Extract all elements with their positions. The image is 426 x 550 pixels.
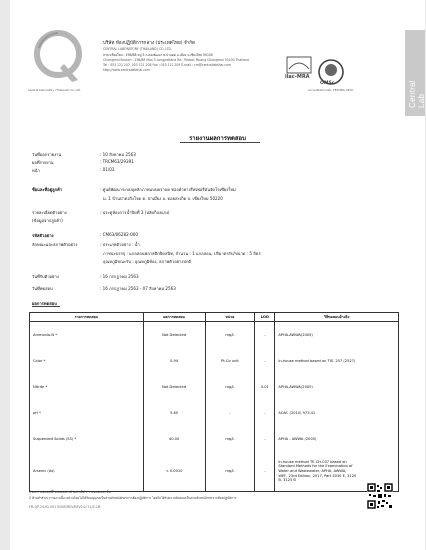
sample-detail-value: : ประตูห้องการน้ำปิดที่ 3 (ปลัดก็ลงแรง) — [100, 210, 170, 215]
col-header-lod: LOD — [255, 313, 275, 322]
sample-type-label: ลักษณะและสภาพตัวอย่าง — [32, 242, 78, 247]
test-unit: mg/L — [205, 452, 255, 492]
received-date-label: วันที่รับตัวอย่าง — [32, 274, 59, 279]
side-tab-label: Central Lab — [408, 80, 426, 108]
sample-detail-label: รายละเอียดตัวอย่าง — [32, 210, 67, 215]
test-name: Ammonia-N * — [30, 322, 144, 348]
accreditation-number: Accreditation No. TESTING 0150 — [308, 88, 353, 92]
table-row — [30, 322, 399, 348]
omsc-label: OMSc — [320, 81, 335, 86]
test-unit: mg/L — [205, 426, 255, 452]
title-underline — [180, 142, 260, 143]
test-result: 5.65 — [143, 400, 205, 426]
footer-note-2: 2 ห้ามทำสำเนารายงานนี้บางส่วนโดยไม่ได้รับอนุญาตเป็นลายลักษณ์อักษรจากห้องปฏิบัติการ โดยไม่ได้รับความยินยอมเป็นลายลักษณ์อักษรจากห้องปฏิบัติการ — [29, 496, 237, 500]
test-lod: - — [255, 452, 275, 492]
test-lod: 0.01 — [255, 374, 275, 400]
test-name: Arsenic (As) — [30, 452, 144, 492]
footer-note-1: 1 ผลการทดสอบนี้รับรองเฉพาะตัวอย่างที่ทำการทดสอบเท่านั้น — [29, 490, 111, 494]
report-number-label: ผลที่รายงาน — [32, 160, 54, 165]
qr-code-icon — [367, 483, 393, 509]
method-line: B, 3125 B — [278, 478, 296, 483]
table-row — [30, 348, 399, 374]
sample-detail-sub: (ข้อมูลจากลูกค้า) — [32, 218, 63, 223]
sample-code-label: รหัสตัวอย่าง — [32, 233, 54, 238]
test-name: Nitrite * — [30, 374, 144, 400]
test-result: Not Detected — [143, 322, 205, 348]
test-unit: Pt-Co unit — [205, 348, 255, 374]
logo-caption: Central Laboratory (Thailand) Co.,Ltd. — [28, 88, 81, 92]
contact-line: Tel : 053 121 207, 053 121 208 Fax : 053 121 209 E-mail : cm@centrallabthai.com — [103, 63, 231, 67]
test-name: pH * — [30, 400, 144, 426]
test-method: AOAC (2010) 973.41 — [275, 400, 399, 426]
test-unit: mg/L — [205, 322, 255, 348]
branch-address-en: Chiangmai Branch : 198/88 Moo 5 Longpattana Rd., Padad, Muang Chiangmai 50100 Thailand — [103, 58, 249, 62]
col-header-method: วิธีทดสอบอ้างอิง — [275, 313, 399, 322]
company-logo-icon — [30, 28, 86, 86]
report-date-value: : 10 สิงหาคม 2563 — [100, 152, 136, 157]
test-result: 40.00 — [143, 426, 205, 452]
page-label: หน้า — [32, 168, 40, 173]
test-lod: - — [255, 322, 275, 348]
method-line: WEF, 23rd Edition, 2017, Part 3030 E, 3120 — [278, 473, 357, 478]
table-row — [30, 374, 399, 400]
customer-line-2: ม. 1 บ้านป่าดงกิ่งโจด ต. ป่าเมี่ยง อ. ดอยสะเก็ด จ. เชียงใหม่ 50220 — [103, 196, 223, 201]
report-number-value: : TRCM63/29391 — [100, 159, 134, 164]
test-date-label: วันที่ทดสอบ — [32, 286, 53, 291]
test-result: 0.94 — [143, 348, 205, 374]
sample-code-value: : CM63/06282-000 — [100, 232, 138, 237]
test-result: < 0.0010 — [143, 452, 205, 492]
test-unit: mg/L — [205, 374, 255, 400]
sample-type-line-1: : ประเภทตัวอย่าง : น้ำ — [100, 242, 140, 247]
method-line: Water and Wastewater, APHA, AWWA, — [278, 468, 347, 473]
received-date-value: : 16 กรกฎาคม 2563 — [100, 274, 139, 279]
page-value: : 01/03 — [100, 167, 115, 172]
results-underline — [32, 306, 60, 307]
form-code: FM-QP-24-01-001 ISSUE/REV/REV2.0/ 11/3-CM — [29, 505, 101, 509]
col-header-result: ผลการทดสอบ — [143, 313, 205, 322]
col-header-unit: หน่วย — [205, 313, 255, 322]
sample-type-line-2: ภาชนะบรรจุ : แกลลอนพลาสติกปิดสนิท, จำนวน : 1 แกลลอน, ปริมาตรรับ/ขนาด : 5 ลิตร — [103, 251, 261, 256]
test-method: APHA - AWWA (2005) — [275, 426, 399, 452]
sample-type-line-3: อุณหภูมิขณะรับ : อุณหภูมิห้อง, สภาพตัวอย่างปกติ — [103, 259, 192, 264]
test-method: APHA-AWWA(2005) — [275, 322, 399, 348]
central-lab-side-tab — [405, 30, 425, 116]
test-lod: - — [255, 426, 275, 452]
test-name: Suspended Solids (SS) * — [30, 426, 144, 452]
method-line: In-house method TE-CH-037 based on — [278, 459, 347, 464]
table-header-row — [30, 313, 399, 322]
test-name: Color * — [30, 348, 144, 374]
website: http://www.centrallabthai.com — [103, 68, 150, 72]
company-name-en: CENTRAL LABORATORY (THAILAND) CO.,LTD. — [103, 47, 172, 51]
test-lod: - — [255, 400, 275, 426]
test-lod: - — [255, 348, 275, 374]
table-row — [30, 426, 399, 452]
test-unit: - — [205, 400, 255, 426]
test-date-value: : 16 กรกฎาคม 2563 - 07 สิงหาคม 2563 — [100, 286, 176, 291]
customer-line-1: : ศูนย์พัฒนาระบบบุคลิกภาพแบบคราบค ทองคำทางรีฟเฟอรีมันจัดโจเซียงใหม่ — [100, 187, 236, 192]
results-label: ผลการทดสอบ — [32, 301, 57, 306]
report-date-label: วันที่ออกรายงาน — [32, 152, 62, 157]
ilac-mra-label: ilac-MRA — [285, 74, 310, 80]
test-method: APHA-AWWA(2005) — [275, 374, 399, 400]
table-row — [30, 452, 399, 492]
col-header-test: รายการทดสอบ — [30, 313, 144, 322]
customer-label: ชื่อและที่อยู่ลูกค้า — [32, 187, 63, 192]
test-result: Not Detected — [143, 374, 205, 400]
results-table — [29, 312, 399, 492]
method-line: Standard Methods for the Examination of — [278, 464, 353, 469]
ilac-mra-icon — [285, 55, 313, 87]
report-sheet — [10, 0, 425, 550]
company-name-th: บริษัท ห้องปฏิบัติการกลาง (ประเทศไทย) จำกัด — [103, 41, 196, 46]
branch-address-th: สาขาเชียงใหม่ : 198/88 หมู่ 5 ถ.ลองพัฒนา ต.ป่าแดด อ.เมือง จ.เชียงใหม่ 50100 — [103, 53, 213, 57]
report-title: รายงานผลการทดสอบ — [189, 135, 246, 142]
test-method: In-house method based on TIS. 257 (2527) — [275, 348, 399, 374]
table-row — [30, 400, 399, 426]
